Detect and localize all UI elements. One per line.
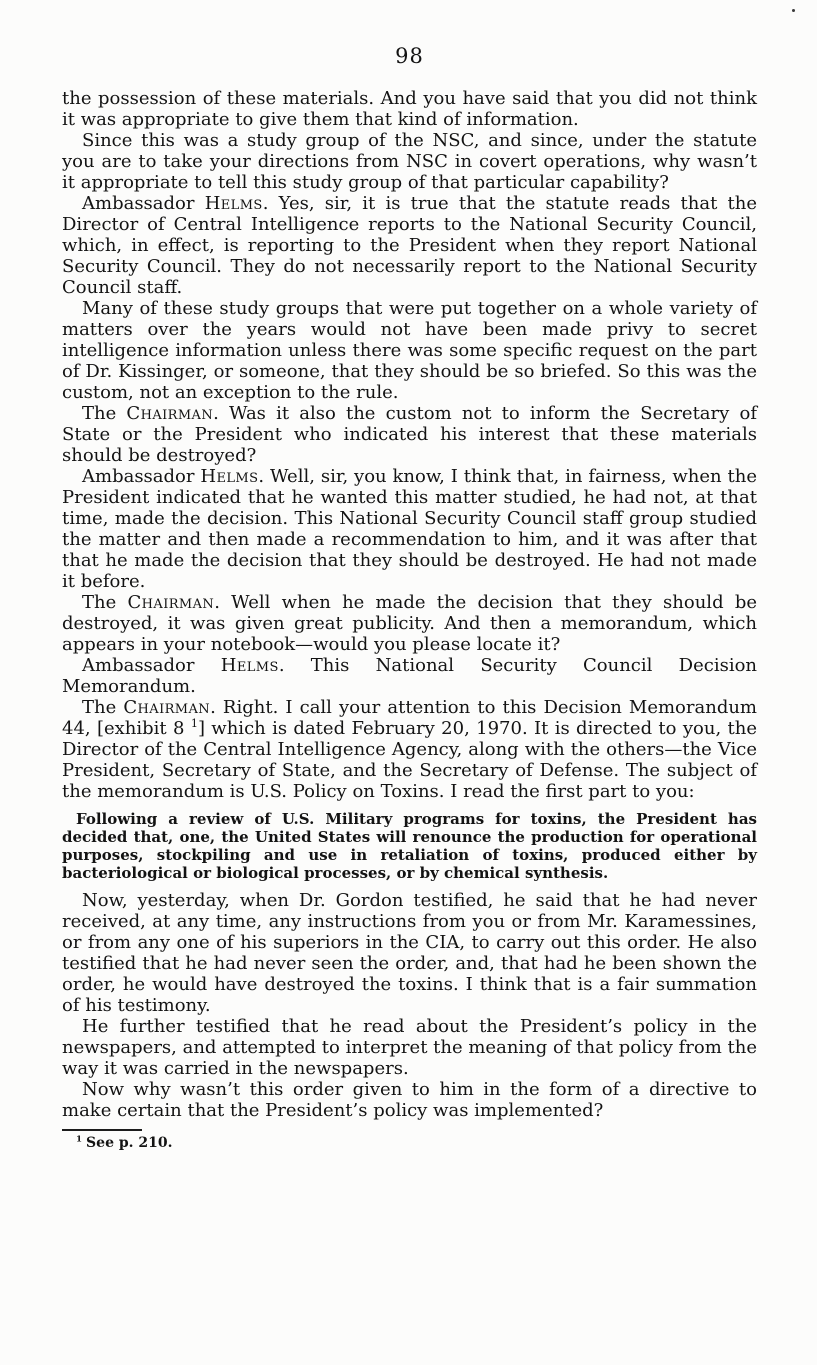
footnote-line (62, 1135, 757, 1152)
paragraph (62, 298, 757, 403)
text-run: ] which is dated February 20, 1970. It is directed to you, the Director of the Central Intelligence Agency, along with the others—the Vice President, Secretary of State, and the Secretary of Defense. The subject of the memorandum is U.S. Policy on Toxins. I read the first part to you: (62, 718, 758, 802)
text-run: . Right. I call your attention to this Decision Memorandum 44, [exhibit 8 (62, 697, 758, 739)
footnote (62, 1129, 757, 1152)
paragraph (62, 130, 757, 193)
text-run: Since this was a study group of the NSC, and since, under the statute you are to take your directions from NSC in covert operations, why wasn’t it appropriate to tell this study group of that particular capability? (62, 130, 757, 193)
text-run: Now why wasn’t this order given to him in the form of a directive to make certain that the President’s policy was implemented? (62, 1079, 757, 1121)
page-number: 98 (395, 44, 424, 68)
text-run: . Well, sir, you know, I think that, in fairness, when the President indicated that he wanted this matter studied, he had not, at that time, made the decision. This National Security Council staff group studied the matter and then made a recommendation to him, and it was after that that he made the decision that they should be destroyed. He had not made it before. (62, 466, 757, 592)
paragraph (62, 193, 757, 298)
speaker-name: Chairman (126, 403, 214, 424)
speaker-name: Chairman (123, 697, 211, 718)
text-run: The (82, 403, 127, 424)
footnote-reference: 1 (190, 717, 198, 730)
paragraph (62, 1016, 757, 1079)
document-body (62, 88, 757, 1121)
speaker-name: Helms (200, 466, 259, 487)
text-run: . Well when he made the decision that they should be destroyed, it was given great publicity. And then a memorandum, which appears in your notebook—would you please locate it? (62, 592, 758, 655)
block-quote (62, 810, 757, 882)
scan-speck (792, 9, 795, 12)
paragraph (62, 466, 757, 592)
footnote-rule (62, 1129, 142, 1131)
paragraph (62, 88, 757, 130)
paragraph (62, 697, 757, 802)
paragraph (62, 655, 757, 697)
text-run: . Was it also the custom not to inform the Secretary of State or the President who indicated his interest that these materials should be destroyed? (62, 403, 757, 466)
paragraph (62, 592, 757, 655)
text-run: Ambassador (82, 655, 221, 676)
text-run: Ambassador (82, 193, 205, 214)
document-flow (62, 88, 757, 1152)
paragraph (62, 403, 757, 466)
speaker-name: Helms (220, 655, 279, 676)
text-run: The (82, 592, 128, 613)
text-run: the possession of these materials. And you have said that you did not think it was appropriate to give them that kind of information. (62, 88, 757, 130)
text-run: He further testified that he read about the President’s policy in the newspapers, and attempted to interpret the meaning of that policy from the way it was carried in the newspapers. (62, 1016, 757, 1079)
text-run: Many of these study groups that were put together on a whole variety of matters over the years would not have been made privy to secret intelligence information unless there was some specific request on the part of Dr. Kissinger, or someone, that they should be so briefed. So this was the custom, not an exception to the rule. (62, 298, 757, 403)
speaker-name: Chairman (127, 592, 215, 613)
text-run: Ambassador (82, 466, 201, 487)
footnote-text: See p. 210. (86, 1135, 173, 1151)
text-run: The (82, 697, 124, 718)
paragraph (62, 890, 757, 1016)
text-run: . Yes, sir, it is true that the statute reads that the Director of Central Intelligence reports to the National Security Council, which, in effect, is reporting to the President when they report National Security Council. They do not necessarily report to the National Security Council staff. (62, 193, 758, 298)
text-run: . This National Security Council Decision Memorandum. (62, 655, 758, 697)
text-run: Now, yesterday, when Dr. Gordon testified, he said that he had never received, at any time, any instructions from you or from Mr. Karamessines, or from any one of his superiors in the CIA, to carry out this order. He also testified that he had never seen the order, and, that had he been shown the order, he would have destroyed the toxins. I think that is a fair summation of his testimony. (62, 890, 757, 1016)
text-run: Following a review of U.S. Military programs for toxins, the President has decided that, one, the United States will renounce the production for operational purposes, stockpiling and use in retaliation of toxins, produced either by bacteriological or biological processes, or by chemical synthesis. (62, 810, 757, 882)
speaker-name: Helms (204, 193, 263, 214)
footnote-marker: 1 (76, 1134, 83, 1145)
paragraph (62, 1079, 757, 1121)
